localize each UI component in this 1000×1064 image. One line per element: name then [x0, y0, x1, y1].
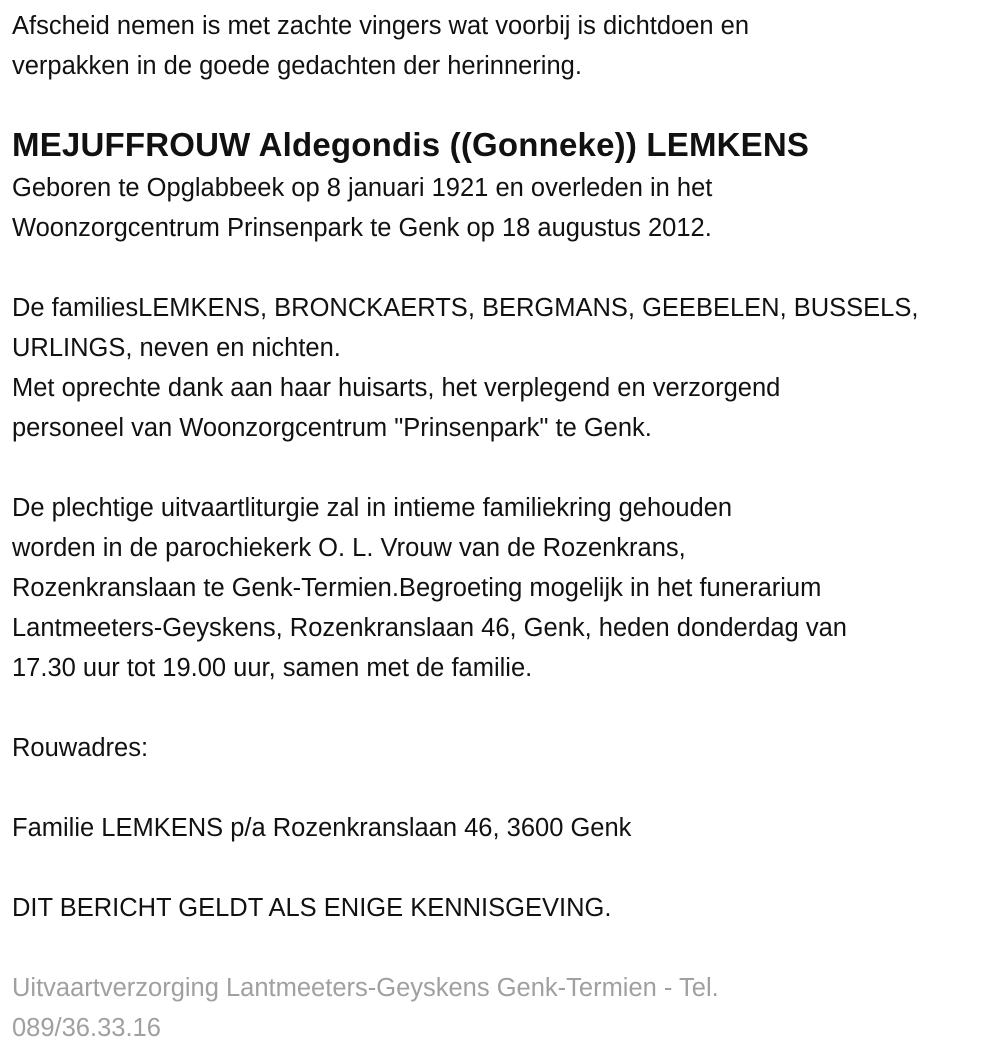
families-paragraph	[12, 288, 1000, 448]
intro-line: Afscheid nemen is met zachte vingers wat voorbij is dichtdoen en	[12, 12, 750, 40]
text-line: 17.30 uur tot 19.00 uur, samen met de familie.	[12, 654, 533, 682]
funeral-paragraph	[12, 488, 1000, 688]
text-line: DIT BERICHT GELDT ALS ENIGE KENNISGEVING.	[12, 894, 612, 922]
text-line: worden in de parochiekerk O. L. Vrouw van de Rozenkrans,	[12, 534, 686, 562]
deceased-name-title: MEJUFFROUW Aldegondis ((Gonneke)) LEMKENS	[12, 126, 810, 163]
text-line: Met oprechte dank aan haar huisarts, het verplegend en verzorgend	[12, 374, 781, 402]
text-line: Geboren te Opglabbeek op 8 januari 1921 en overleden in het	[12, 174, 713, 202]
text-line: Uitvaartverzorging Lantmeeters-Geyskens Genk-Termien - Tel.	[12, 974, 719, 1002]
text-line: Woonzorgcentrum Prinsenpark te Genk op 18 augustus 2012.	[12, 214, 712, 242]
text-line: personeel van Woonzorgcentrum "Prinsenpark" te Genk.	[12, 414, 652, 442]
intro-line: verpakken in de goede gedachten der herinnering.	[12, 52, 582, 80]
text-line: Lantmeeters-Geyskens, Rozenkranslaan 46, Genk, heden donderdag van	[12, 614, 847, 642]
birth-death-paragraph	[12, 168, 1000, 248]
funeral-home-footer	[12, 968, 1000, 1048]
notice	[12, 888, 1000, 928]
text-line: De familiesLEMKENS, BRONCKAERTS, BERGMANS, GEEBELEN, BUSSELS,	[12, 294, 919, 322]
text-line: Rouwadres:	[12, 734, 149, 762]
intro-quote	[12, 6, 1000, 86]
text-line: 089/36.33.16	[12, 1014, 161, 1042]
address	[12, 808, 1000, 848]
address-label	[12, 728, 1000, 768]
text-line: Familie LEMKENS p/a Rozenkranslaan 46, 3600 Genk	[12, 814, 632, 842]
text-line: Rozenkranslaan te Genk-Termien.Begroeting mogelijk in het funerarium	[12, 574, 822, 602]
text-line: De plechtige uitvaartliturgie zal in intieme familiekring gehouden	[12, 494, 733, 522]
text-line: URLINGS, neven en nichten.	[12, 334, 341, 362]
obituary-document	[12, 6, 1000, 1048]
